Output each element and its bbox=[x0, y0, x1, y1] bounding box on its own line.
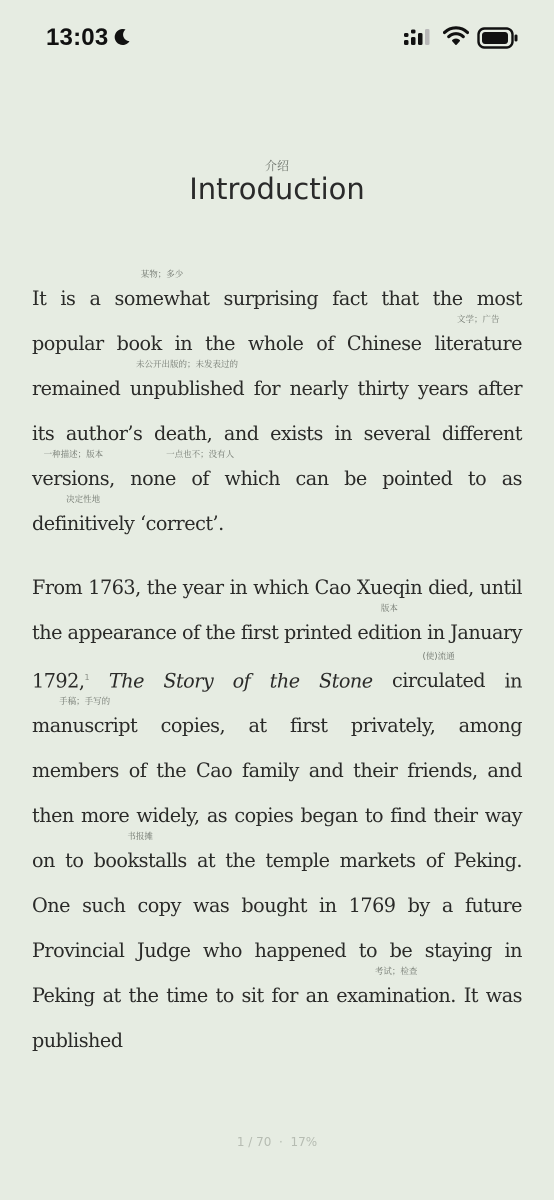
text-run: From 1763, the year in which Cao Xueqin died, until the appearance of the first printed bbox=[32, 576, 522, 644]
chapter-title[interactable]: Introduction bbox=[189, 172, 365, 206]
annotated-word-circulated[interactable] bbox=[392, 652, 486, 703]
moon-icon bbox=[112, 27, 132, 47]
word-gloss: 一种描述；版本 bbox=[43, 450, 104, 460]
word-gloss: 一点也不；没有人 bbox=[166, 450, 235, 460]
annotated-word-literature[interactable] bbox=[434, 315, 522, 366]
page-indicator: 1 / 70 bbox=[236, 1135, 272, 1149]
cellular-signal-icon bbox=[403, 29, 433, 49]
text-run: remained bbox=[32, 377, 130, 400]
annotated-word-text: definitively bbox=[32, 512, 135, 535]
word-gloss: 某物；多少 bbox=[140, 270, 184, 280]
word-gloss: (使)流通 bbox=[422, 652, 455, 663]
word-gloss: 考试；检查 bbox=[374, 967, 418, 978]
book-title: The Story of the Stone bbox=[108, 669, 373, 693]
text-run: for nearly thirty years after its author’s death, and exists in several different bbox=[32, 377, 522, 445]
annotated-word-text: literature bbox=[434, 332, 522, 355]
text-run bbox=[373, 669, 392, 692]
annotated-word-text: of bbox=[191, 467, 210, 490]
reading-body[interactable] bbox=[32, 270, 523, 1063]
progress-percent: 17% bbox=[290, 1135, 318, 1149]
annotated-word-none-of[interactable] bbox=[166, 450, 235, 501]
paragraph-1[interactable] bbox=[32, 270, 523, 546]
chapter-title-gloss: 介绍 bbox=[264, 159, 289, 173]
word-gloss: 版本 bbox=[380, 604, 398, 614]
word-gloss: 手稿；手写的 bbox=[59, 697, 111, 708]
annotated-word-edition[interactable] bbox=[357, 604, 422, 655]
annotated-word-text: somewhat bbox=[114, 287, 210, 310]
annotated-word-text: edition bbox=[357, 621, 422, 644]
annotated-word-text: manuscript bbox=[32, 714, 138, 738]
text-run: which can be pointed to as bbox=[209, 467, 522, 490]
battery-icon bbox=[477, 27, 519, 49]
text-run: in January 1792, bbox=[32, 621, 522, 693]
text-run: It is a bbox=[32, 287, 115, 310]
word-gloss: 未公开出版的；未发表过的 bbox=[135, 360, 239, 370]
annotated-word-unpublished[interactable] bbox=[129, 360, 245, 411]
annotated-word-examination[interactable] bbox=[336, 967, 456, 1018]
text-run: in bbox=[485, 669, 522, 693]
annotated-word-text: bookstalls bbox=[93, 849, 187, 873]
status-time: 13:03 bbox=[46, 24, 109, 51]
text-run: none bbox=[114, 467, 192, 490]
annotated-word-text: examination. bbox=[336, 984, 456, 1008]
page-progress-footer bbox=[0, 1135, 554, 1149]
annotated-word-text: circulated bbox=[392, 669, 486, 693]
separator-dot: · bbox=[279, 1135, 283, 1149]
footnote-marker[interactable]: 1 bbox=[84, 673, 90, 682]
annotated-word-text: versions, bbox=[32, 467, 115, 490]
annotated-word-definitively[interactable] bbox=[32, 495, 135, 546]
text-run bbox=[90, 669, 109, 692]
text-run: ‘correct’. bbox=[134, 512, 224, 535]
text-run: It was published bbox=[32, 984, 522, 1053]
text-run: at the temple markets of Peking. One such copy was bought in 1769 by a future Provincial Judge who happened to be staying in Peking at the time to sit for an bbox=[32, 849, 522, 1008]
word-gloss: 决定性地 bbox=[66, 495, 101, 505]
paragraph-2[interactable] bbox=[32, 565, 522, 1063]
annotated-word-bookstalls[interactable] bbox=[93, 832, 187, 883]
word-gloss: 文学；广告 bbox=[456, 315, 500, 325]
annotated-word-text: unpublished bbox=[129, 377, 245, 400]
word-gloss: 书报摊 bbox=[127, 832, 153, 843]
annotated-word-manuscript[interactable] bbox=[32, 697, 138, 748]
status-bar bbox=[0, 0, 554, 80]
wifi-icon bbox=[443, 25, 469, 47]
text-run: copies, at first privately, among members of the Cao family and their friends, and then more widely, as copies began to find their way on to bbox=[32, 714, 522, 873]
text-run: surprising fact that the most popular book in the whole of Chinese bbox=[32, 287, 523, 355]
annotated-word-somewhat[interactable] bbox=[114, 270, 210, 321]
